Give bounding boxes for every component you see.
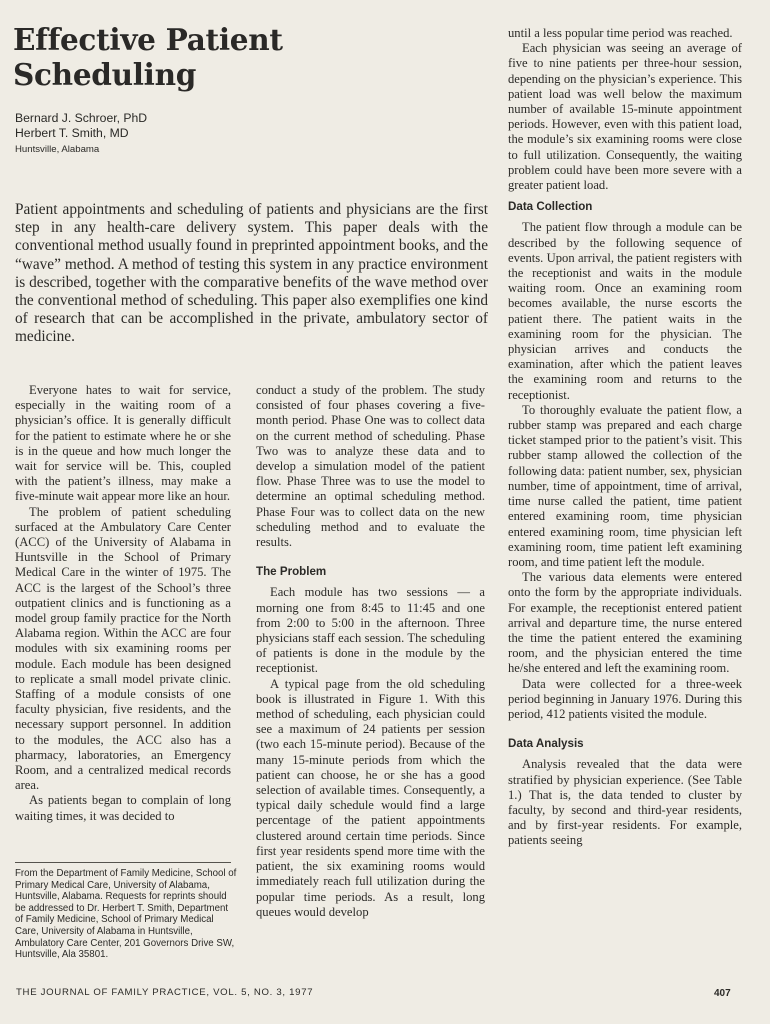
paragraph: A typical page from the old scheduling book is illustrated in Figure 1. With this method of scheduling, each physician could see a maximum of 24 patients per session (two each 15-minute period). Because of the many 15-minute periods from which the patient can choose, he or she has a good selection of available times. Consequently, a typical daily schedule would find a large percentage of the patient appointments clustered around certain time periods. Since first year residents spend more time with the patient, the six examining rooms would immediately reach full utilization during the popular time periods. As a result, long queues would develop [256, 676, 485, 919]
section-heading: Data Analysis [508, 737, 584, 751]
author-affiliation: Huntsville, Alabama [15, 144, 100, 155]
author-name: Herbert T. Smith, MD [15, 126, 129, 140]
paragraph: The patient flow through a module can be described by the following sequence of events. Upon arrival, the patient registers with the receptionist and waits in the module waiting room. Once an examining room becomes available, the nurse escorts the patient there. The patient waits in the examining room for the physician. The physician arrives and conducts the examination, after which the patient leaves the examining room and returns to the receptionist. [508, 220, 742, 402]
paragraph: Each module has two sessions — a morning one from 8:45 to 11:45 and one from 2:00 to 5:00 in the afternoon. Three physicians staff each session. The scheduling of patients is done in the module by the receptionist. [256, 585, 485, 676]
column-2 [256, 383, 485, 920]
column-1 [15, 383, 231, 824]
paragraph: Analysis revealed that the data were stratified by physician experience. (See Table 1.) That is, the data tended to cluster by faculty, by second and third-year residents, and by first-year residents. For example, patients seeing [508, 757, 742, 848]
footnote-rule [15, 862, 231, 863]
author-block [15, 111, 245, 157]
paragraph: To thoroughly evaluate the patient flow, a rubber stamp was prepared and each charge ticket stamped prior to the patient’s visit. This rubber stamp allowed the collection of the following data: patient number, sex, physician number, time of appointment, time of arrival, time nurse called the patient, time patient entered examining room, time physician entered examining room, time physician left examining room, time patient left examining room, and time patient left the module. [508, 402, 742, 569]
page-number: 407 [714, 988, 731, 999]
journal-footer: THE JOURNAL OF FAMILY PRACTICE, VOL. 5, NO. 3, 1977 [16, 987, 314, 998]
paragraph: The various data elements were entered onto the form by the appropriate individuals. For example, the receptionist entered patient arrival and departure time, the nurse entered the time the patient entered the examining room, and the physician entered the time he/she entered and left the examining room. [508, 570, 742, 676]
section-heading: Data Collection [508, 200, 593, 214]
paragraph: The problem of patient scheduling surfaced at the Ambulatory Care Center (ACC) of the University of Alabama in Huntsville in the School of Primary Medical Care in the winter of 1975. The ACC is the largest of the School’s three outpatient clinics and is functioning as a model group family practice for the North Alabama region. Within the ACC are four modules with six examining rooms per module. Each module has been designed to replicate a small model private clinic. Staffing of a module consists of one faculty physician, five residents, and the necessary support personnel. In addition to the modules, the ACC also has a pharmacy, laboratories, an Emergency Room, and a centralized medical records area. [15, 504, 231, 793]
paragraph: Everyone hates to wait for service, especially in the waiting room of a physician’s office. It is generally difficult for the patient to estimate where he or she is in the queue and how much longer the wait for service will be. This, coupled with the patient’s illness, may make a five-minute wait appear more like an hour. [15, 383, 231, 504]
section-heading: The Problem [256, 565, 327, 579]
article-title: Effective Patient Scheduling [13, 22, 283, 92]
footnote: From the Department of Family Medicine, School of Primary Medical Care, University of Alabama, Huntsville, Alabama. Requests for reprints should be addressed to Dr. Herbert T. Smith, Department of Family Medicine, School of Primary Medical Care, University of Alabama in Huntsville, Ambulatory Care Center, 201 Governors Drive SW, Huntsville, Ala 35801. [15, 868, 237, 961]
paragraph: Data were collected for a three-week period beginning in January 1976. During this period, 412 patients visited the module. [508, 676, 742, 721]
paragraph: until a less popular time period was reached. [508, 26, 733, 40]
author-name: Bernard J. Schroer, PhD [15, 111, 148, 125]
column-3 [508, 26, 742, 849]
abstract: Patient appointments and scheduling of patients and physicians are the first step in any health-care delivery system. This paper deals with the conventional method usually found in preprinted appointment books, and the “wave” method. A method of testing this system in any practice environment is described, together with the comparative benefits of the wave method over the conventional method of scheduling. This paper also exemplifies one kind of research that can be accomplished in the private, ambulatory sector of medicine. [15, 201, 488, 346]
paragraph: As patients began to complain of long waiting times, it was decided to [15, 793, 231, 823]
paragraph: Each physician was seeing an average of five to nine patients per three-hour session, depending on the physician’s experience. This patient load was well below the maximum number of available 15-minute appointment periods. However, even with this patient load, the module’s six examining rooms were close to full utilization. Consequently, the waiting problem could have been more severe with a greater patient load. [508, 41, 742, 193]
paragraph: conduct a study of the problem. The study consisted of four phases covering a five-month period. Phase One was to collect data on the current method of scheduling. Phase Two was to analyze these data and to develop a simulation model of the patient flow. Phase Three was to use the model to determine an optimal scheduling method. Phase Four was to collect data on the new scheduling method and to evaluate the results. [256, 383, 485, 550]
